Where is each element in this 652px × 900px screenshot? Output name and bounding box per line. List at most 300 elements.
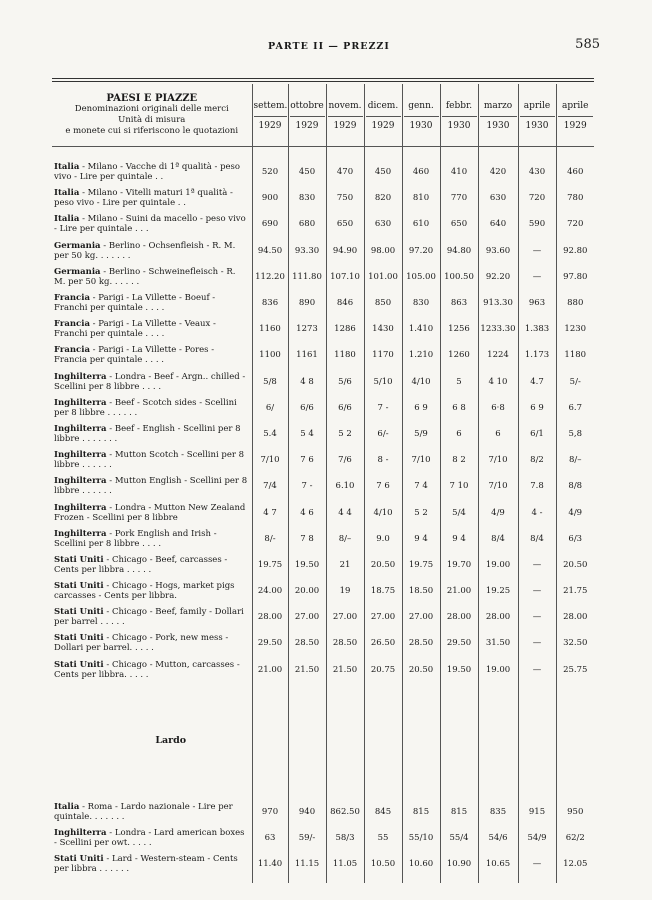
table-row <box>52 552 594 578</box>
table-cell: 835 <box>478 799 518 825</box>
table-cell: 4 10 <box>478 369 518 395</box>
row-text: - Milano - Vacche di 1ª qualità - peso vivo - Lire per quintale . . <box>54 162 241 183</box>
row-text: - Chicago - Hogs, market pigs carcasses - Cents per libbra. <box>54 581 235 602</box>
table-cell: 5,8 <box>556 421 594 447</box>
table-cell: 19.50 <box>440 657 478 683</box>
table-cell: 7/10 <box>402 447 440 473</box>
row-place: Stati Uniti <box>54 581 104 592</box>
table-cell: 846 <box>326 290 364 316</box>
row-description <box>52 369 252 395</box>
table-cell: 5 2 <box>326 421 364 447</box>
row-place: Stati Uniti <box>54 633 104 644</box>
table-cell: 950 <box>556 799 594 825</box>
table-cell: 845 <box>364 799 402 825</box>
header-line: e monete cui si riferiscono le quotazioni <box>65 126 239 136</box>
table-cell: 31.50 <box>478 630 518 656</box>
table-cell: 815 <box>402 799 440 825</box>
row-text: - Chicago - Mutton, carcasses - Cents per libbra. . . . . <box>54 659 240 680</box>
table-cell: 460 <box>402 159 440 185</box>
table-cell: 913.30 <box>478 290 518 316</box>
row-description <box>52 211 252 237</box>
table-cell: 63 <box>252 825 288 851</box>
table-cell: 9.0 <box>364 526 402 552</box>
row-text: - Berlino - Schweinefleisch - R. M. per 50 kg. . . . . . <box>54 266 236 287</box>
table-cell: 4/9 <box>556 499 594 525</box>
row-text: - Chicago - Beef, carcasses - Cents per libbra . . . . . <box>54 554 228 575</box>
section-title: Lardo <box>155 734 187 746</box>
table-cell: 1.173 <box>518 342 556 368</box>
table-cell: 54/9 <box>518 825 556 851</box>
table-cell: 100.50 <box>440 264 478 290</box>
table-cell: 830 <box>402 290 440 316</box>
table-cell: 6.7 <box>556 395 594 421</box>
row-place: Germania <box>54 240 101 251</box>
table-cell: 7/6 <box>326 447 364 473</box>
table-cell: 5 4 <box>288 421 326 447</box>
table-cell: 94.80 <box>440 238 478 264</box>
table-cell: 27.00 <box>326 604 364 630</box>
section-row <box>52 731 594 751</box>
table-cell: 915 <box>518 799 556 825</box>
table-cell: 780 <box>556 185 594 211</box>
table-cell: 11.40 <box>252 851 288 877</box>
table-cell: 630 <box>478 185 518 211</box>
row-place: Italia <box>54 188 80 199</box>
table-row <box>52 290 594 316</box>
table-cell: 4 - <box>518 499 556 525</box>
table-cell: 630 <box>364 211 402 237</box>
table-body <box>52 147 594 884</box>
table-cell: 6/- <box>364 421 402 447</box>
table-cell: 7 - <box>364 395 402 421</box>
column-header: aprile 1930 <box>518 84 556 147</box>
table-row <box>52 185 594 211</box>
table-cell: 93.60 <box>478 238 518 264</box>
table-cell: 7 - <box>288 473 326 499</box>
table-cell: 720 <box>556 211 594 237</box>
table-cell: 6 <box>440 421 478 447</box>
table-row <box>52 369 594 395</box>
column-header: settem. 1929 <box>252 84 288 147</box>
table-cell: 21.00 <box>440 578 478 604</box>
row-place: Francia <box>54 293 90 304</box>
table-cell: 7/4 <box>252 473 288 499</box>
row-text: - Milano - Vitelli maturi 1ª qualità - peso vivo - Lire per quintale . . <box>54 188 233 209</box>
table-cell: 970 <box>252 799 288 825</box>
table-cell: 28.50 <box>288 630 326 656</box>
table-cell: 27.00 <box>402 604 440 630</box>
table-cell: 450 <box>364 159 402 185</box>
table-cell: 62/2 <box>556 825 594 851</box>
header-line: Unità di misura <box>118 115 186 125</box>
table-cell: — <box>518 657 556 683</box>
table-cell: 112.20 <box>252 264 288 290</box>
row-place: Francia <box>54 319 90 330</box>
table-cell: 610 <box>402 211 440 237</box>
table-cell: 21 <box>326 552 364 578</box>
table-cell: 1161 <box>288 342 326 368</box>
table-cell: 5 2 <box>402 499 440 525</box>
table-row <box>52 473 594 499</box>
row-place: Stati Uniti <box>54 554 104 565</box>
row-place: Inghilterra <box>54 828 107 839</box>
table-cell: 59/- <box>288 825 326 851</box>
table-row <box>52 159 594 185</box>
table-cell: 6 9 <box>402 395 440 421</box>
table-cell: — <box>518 552 556 578</box>
row-text: - Londra - Beef - Argn.. chilled - Scellini per 8 libbre . . . . <box>54 371 246 392</box>
table-cell: 6 <box>478 421 518 447</box>
table-cell: 4 8 <box>288 369 326 395</box>
table-cell: 10.90 <box>440 851 478 877</box>
table-cell: 18.75 <box>364 578 402 604</box>
table-cell: 19.75 <box>252 552 288 578</box>
table-cell: 1256 <box>440 316 478 342</box>
table-row <box>52 526 594 552</box>
table-cell: 94.50 <box>252 238 288 264</box>
row-description <box>52 421 252 447</box>
table-cell: 26.50 <box>364 630 402 656</box>
table-cell: 1.410 <box>402 316 440 342</box>
table-cell: 5/10 <box>364 369 402 395</box>
table-cell: 6 9 <box>518 395 556 421</box>
table-cell: 54/6 <box>478 825 518 851</box>
table-cell: 430 <box>518 159 556 185</box>
table-cell: 7 8 <box>288 526 326 552</box>
row-text: - Lard - Western-steam - Cents per libbra . . . . . . <box>54 854 238 875</box>
table-cell: 1273 <box>288 316 326 342</box>
column-header: novem. 1929 <box>326 84 364 147</box>
page-header <box>60 37 600 56</box>
table-cell: 6/ <box>252 395 288 421</box>
table-cell: 19.50 <box>288 552 326 578</box>
row-description <box>52 316 252 342</box>
table-cell: 850 <box>364 290 402 316</box>
row-text: - Berlino - Ochsenfleish - R. M. per 50 kg. . . . . . . <box>54 240 236 261</box>
row-description <box>52 342 252 368</box>
table-cell: 680 <box>288 211 326 237</box>
table-cell: 94.90 <box>326 238 364 264</box>
table-cell: 460 <box>556 159 594 185</box>
table-cell: 650 <box>440 211 478 237</box>
table-cell: 7 6 <box>288 447 326 473</box>
table-cell: 21.75 <box>556 578 594 604</box>
table-cell: 19 <box>326 578 364 604</box>
spacer-row <box>52 147 594 160</box>
table-cell: 27.00 <box>364 604 402 630</box>
table-cell: — <box>518 851 556 877</box>
row-description <box>52 264 252 290</box>
row-description <box>52 395 252 421</box>
table-cell: 11.05 <box>326 851 364 877</box>
table-cell: 6/6 <box>288 395 326 421</box>
table-cell: 6·8 <box>478 395 518 421</box>
table-cell: 9 4 <box>440 526 478 552</box>
table-cell: 830 <box>288 185 326 211</box>
table-cell: 7/10 <box>478 447 518 473</box>
column-header: aprile 1929 <box>556 84 594 147</box>
table-row <box>52 211 594 237</box>
header-title: PAESI E PIAZZE <box>106 93 198 104</box>
table-cell: 12.05 <box>556 851 594 877</box>
row-text: - Pork English and Irish - Scellini per 8 libbre . . . . <box>54 528 217 549</box>
table-cell: 4.7 <box>518 369 556 395</box>
table-cell: 863 <box>440 290 478 316</box>
table-cell: 720 <box>518 185 556 211</box>
table-cell: 5 <box>440 369 478 395</box>
table-cell: — <box>518 630 556 656</box>
row-text: - Beef - Scotch sides - Scellini per 8 libbre . . . . . . <box>54 397 237 418</box>
row-text: - Beef - English - Scellini per 8 libbre . . . . . . . <box>54 423 241 444</box>
row-description <box>52 851 252 877</box>
table-cell: 28.00 <box>252 604 288 630</box>
table-cell: 6/3 <box>556 526 594 552</box>
row-place: Inghilterra <box>54 397 107 408</box>
row-description <box>52 499 252 525</box>
table-cell: 105.00 <box>402 264 440 290</box>
table-cell: 29.50 <box>440 630 478 656</box>
table-cell: 1286 <box>326 316 364 342</box>
price-table <box>52 84 594 883</box>
table-cell: 20.00 <box>288 578 326 604</box>
row-place: Stati Uniti <box>54 659 104 670</box>
table-cell: 11.15 <box>288 851 326 877</box>
spacer-row <box>52 683 594 731</box>
table-row <box>52 799 594 825</box>
row-place: Inghilterra <box>54 371 107 382</box>
table-cell: 8 2 <box>440 447 478 473</box>
row-text: - Londra - Lard american boxes - Scellini per owt. . . . . <box>54 828 245 849</box>
row-description <box>52 238 252 264</box>
table-cell: 900 <box>252 185 288 211</box>
table-cell: 8/– <box>326 526 364 552</box>
row-text: - Chicago - Beef, family - Dollari per barrel . . . . . <box>54 607 244 628</box>
description-header <box>52 84 252 147</box>
table-cell: 92.80 <box>556 238 594 264</box>
table-cell: 20.50 <box>556 552 594 578</box>
table-cell: 420 <box>478 159 518 185</box>
table-cell: 55/4 <box>440 825 478 851</box>
table-cell: 7.8 <box>518 473 556 499</box>
table-cell: 93.30 <box>288 238 326 264</box>
row-description <box>52 552 252 578</box>
table-cell: 6/6 <box>326 395 364 421</box>
row-place: Stati Uniti <box>54 854 104 865</box>
row-description <box>52 526 252 552</box>
table-cell: 92.20 <box>478 264 518 290</box>
table-row <box>52 264 594 290</box>
table-cell: 5/6 <box>326 369 364 395</box>
table-cell: 7 6 <box>364 473 402 499</box>
table-cell: 8/8 <box>556 473 594 499</box>
table-cell: 6/1 <box>518 421 556 447</box>
row-description <box>52 799 252 825</box>
table-cell: 1160 <box>252 316 288 342</box>
table-cell: 58/3 <box>326 825 364 851</box>
table-row <box>52 630 594 656</box>
row-place: Stati Uniti <box>54 607 104 618</box>
table-cell: 5/8 <box>252 369 288 395</box>
table-cell: 450 <box>288 159 326 185</box>
row-description <box>52 473 252 499</box>
table-cell: 20.75 <box>364 657 402 683</box>
table-cell: 19.25 <box>478 578 518 604</box>
table-cell: 4/10 <box>364 499 402 525</box>
table-cell: 21.50 <box>288 657 326 683</box>
table-cell: 836 <box>252 290 288 316</box>
table-cell: 4 6 <box>288 499 326 525</box>
table-cell: 5/- <box>556 369 594 395</box>
table-cell: 10.60 <box>402 851 440 877</box>
table-cell: 97.80 <box>556 264 594 290</box>
table-row <box>52 604 594 630</box>
table-row <box>52 657 594 683</box>
table-cell: 1.383 <box>518 316 556 342</box>
column-header: ottobre 1929 <box>288 84 326 147</box>
table-cell: 101.00 <box>364 264 402 290</box>
table-header-row <box>52 84 594 147</box>
table-cell: 963 <box>518 290 556 316</box>
table-cell: 6 8 <box>440 395 478 421</box>
row-description <box>52 185 252 211</box>
table-cell: 770 <box>440 185 478 211</box>
table-cell: 7/10 <box>478 473 518 499</box>
table-cell: 97.20 <box>402 238 440 264</box>
table-cell: 1233.30 <box>478 316 518 342</box>
table-cell: 815 <box>440 799 478 825</box>
row-place: Italia <box>54 801 80 812</box>
table-cell: 8/– <box>556 447 594 473</box>
table-cell: 640 <box>478 211 518 237</box>
row-description <box>52 657 252 683</box>
table-cell: 18.50 <box>402 578 440 604</box>
row-text: - Chicago - Pork, new mess - Dollari per barrel. . . . . <box>54 633 229 654</box>
table-row <box>52 825 594 851</box>
table-cell: 8 - <box>364 447 402 473</box>
table-cell: 24.00 <box>252 578 288 604</box>
spacer-row <box>52 877 594 883</box>
table-cell: 28.50 <box>326 630 364 656</box>
table-cell: 7 4 <box>402 473 440 499</box>
table-cell: 820 <box>364 185 402 211</box>
row-text: - Mutton Scotch - Scellini per 8 libbre . . . . . . <box>54 450 245 471</box>
table-cell: 4/10 <box>402 369 440 395</box>
table-cell: 19.00 <box>478 552 518 578</box>
row-place: Italia <box>54 214 80 225</box>
row-text: - Londra - Mutton New Zealand Frozen - Scellini per 8 libbre <box>54 502 246 523</box>
table-cell: 7 10 <box>440 473 478 499</box>
table-row <box>52 316 594 342</box>
table-cell: 1100 <box>252 342 288 368</box>
table-cell: 410 <box>440 159 478 185</box>
row-text: - Parigi - La Villette - Veaux - Franchi per quintale . . . . <box>54 319 216 340</box>
table-cell: 55/10 <box>402 825 440 851</box>
table-cell: — <box>518 264 556 290</box>
top-rule-double <box>52 81 594 82</box>
table-cell: 28.00 <box>556 604 594 630</box>
table-cell: 29.50 <box>252 630 288 656</box>
table-cell: 27.00 <box>288 604 326 630</box>
table-cell: 940 <box>288 799 326 825</box>
table-cell: 1.210 <box>402 342 440 368</box>
table-cell: 107.10 <box>326 264 364 290</box>
table-cell: 19.00 <box>478 657 518 683</box>
row-description <box>52 159 252 185</box>
row-text: - Parigi - La Villette - Boeuf - Franchi per quintale . . . . <box>54 293 216 314</box>
table-cell: 55 <box>364 825 402 851</box>
table-cell: — <box>518 238 556 264</box>
table-cell: 19.70 <box>440 552 478 578</box>
table-row <box>52 499 594 525</box>
table-row <box>52 578 594 604</box>
table-cell: 5.4 <box>252 421 288 447</box>
row-place: Francia <box>54 345 90 356</box>
table-cell: 10.65 <box>478 851 518 877</box>
table-row <box>52 342 594 368</box>
column-header: febbr. 1930 <box>440 84 478 147</box>
table-cell: 810 <box>402 185 440 211</box>
column-header: marzo 1930 <box>478 84 518 147</box>
row-place: Inghilterra <box>54 423 107 434</box>
table-cell: 10.50 <box>364 851 402 877</box>
table-cell: 21.50 <box>326 657 364 683</box>
table-cell: 32.50 <box>556 630 594 656</box>
column-header: dicem. 1929 <box>364 84 402 147</box>
top-rule <box>52 78 594 79</box>
table-cell: 470 <box>326 159 364 185</box>
table-cell: — <box>518 604 556 630</box>
table-row <box>52 395 594 421</box>
table-cell: 4/9 <box>478 499 518 525</box>
table-cell: 520 <box>252 159 288 185</box>
table-cell: 4 4 <box>326 499 364 525</box>
row-place: Inghilterra <box>54 450 107 461</box>
table-cell: 20.50 <box>364 552 402 578</box>
page-number: 585 <box>575 37 600 52</box>
table-cell: 1170 <box>364 342 402 368</box>
table-cell: 21.00 <box>252 657 288 683</box>
table-cell: 650 <box>326 211 364 237</box>
table-cell: 590 <box>518 211 556 237</box>
table-cell: 750 <box>326 185 364 211</box>
row-description <box>52 630 252 656</box>
table-cell: 4 7 <box>252 499 288 525</box>
row-place: Inghilterra <box>54 528 107 539</box>
table-cell: 20.50 <box>402 657 440 683</box>
table-cell: 1230 <box>556 316 594 342</box>
table-cell: 98.00 <box>364 238 402 264</box>
table-cell: 8/2 <box>518 447 556 473</box>
row-description <box>52 825 252 851</box>
row-description <box>52 604 252 630</box>
row-place: Inghilterra <box>54 476 107 487</box>
column-header: genn. 1930 <box>402 84 440 147</box>
table-cell: 890 <box>288 290 326 316</box>
row-text: - Milano - Suini da macello - peso vivo - Lire per quintale . . . <box>54 214 246 235</box>
running-title: PARTE II — PREZZI <box>268 41 390 52</box>
row-text: - Roma - Lardo nazionale - Lire per quintale. . . . . . . <box>54 801 233 822</box>
table-cell: 19.75 <box>402 552 440 578</box>
table-cell: 1430 <box>364 316 402 342</box>
row-description <box>52 578 252 604</box>
table-cell: 1180 <box>326 342 364 368</box>
table-cell: 8/4 <box>478 526 518 552</box>
table-cell: 28.50 <box>402 630 440 656</box>
table-cell: 1180 <box>556 342 594 368</box>
table-cell: 111.80 <box>288 264 326 290</box>
table-cell: — <box>518 578 556 604</box>
row-description <box>52 447 252 473</box>
